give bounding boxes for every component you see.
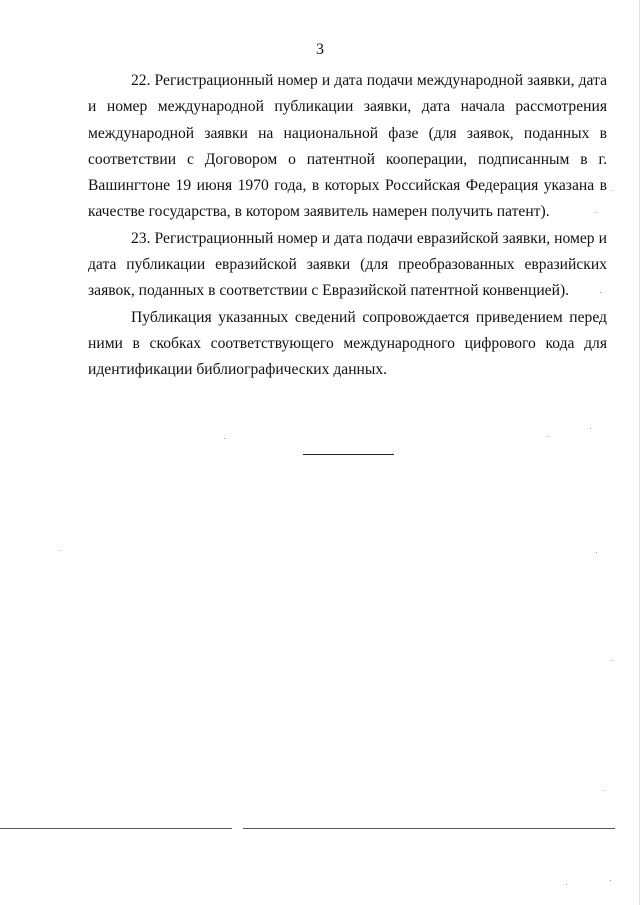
scan-speck bbox=[596, 212, 597, 213]
paragraph-item-22: 22. Регистрационный номер и дата подачи международной заявки, дата и номер международной публикации заявки, дата начала рассмотрения международной заявки на национальной фазе (для заявок, поданных в соответствии с Договором о патентной кооперации, подписанным в г. Вашингтоне 19 июня 1970 года, в которых Российская Федерация указана в качестве государства, в котором заявитель намерен получить патент). bbox=[88, 72, 607, 221]
section-divider bbox=[303, 454, 394, 455]
scan-speck bbox=[596, 552, 597, 553]
scan-speck bbox=[600, 292, 601, 293]
scan-speck bbox=[604, 790, 605, 791]
scan-speck bbox=[548, 436, 549, 437]
scan-artifact-line bbox=[0, 828, 232, 829]
paragraph-publication-note: Публикация указанных сведений сопровождается приведением перед ними в скобках соответствующего международного цифрового кода для идентификации библиографических данных. bbox=[88, 308, 607, 379]
scan-artifact-line bbox=[243, 828, 615, 829]
paragraph-item-23: 23. Регистрационный номер и дата подачи евразийской заявки, номер и дата публикации евразийской заявки (для преобразованных евразийских заявок, поданных в соответствии с Евразийской патентной конвенцией). bbox=[88, 229, 607, 300]
scan-speck bbox=[610, 880, 611, 881]
page-number: 3 bbox=[316, 41, 324, 58]
scan-speck bbox=[60, 550, 61, 551]
scan-speck bbox=[612, 190, 613, 191]
document-body bbox=[88, 68, 607, 384]
scan-speck bbox=[224, 438, 225, 439]
scan-speck bbox=[590, 428, 591, 429]
scan-speck bbox=[566, 884, 567, 885]
scan-speck bbox=[612, 660, 613, 661]
